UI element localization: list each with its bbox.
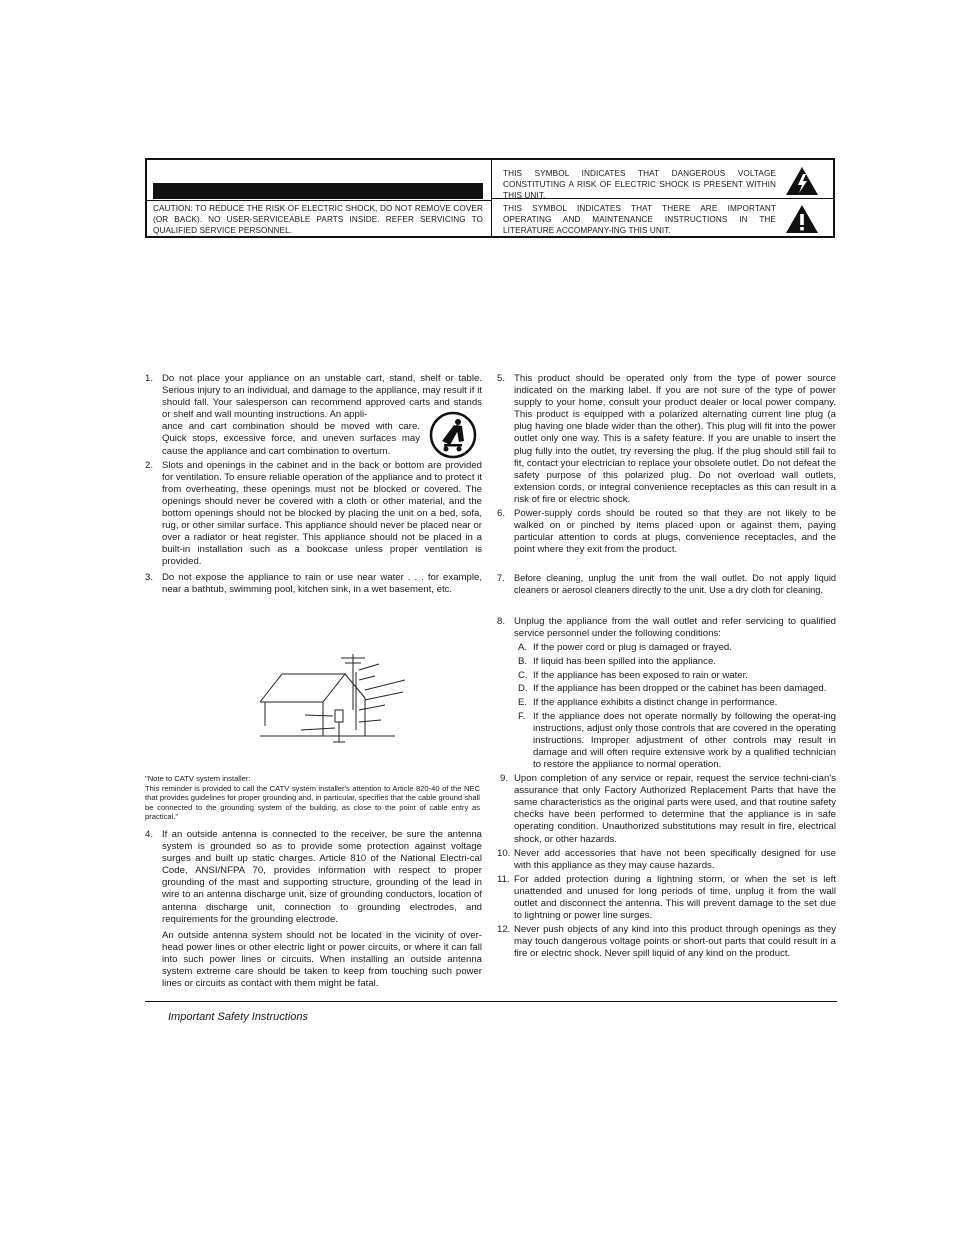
instruction-item-6: 6. Power-supply cords should be routed so that they are not likely to be walked on or pinched by items placed upon or against them, paying particular attention to cords at plugs, convenience receptacles, and the point where they exit from the product. [497,508,836,556]
warning-header-bar [153,183,483,199]
catv-note-body: This reminder is provided to call the CATV system installer's attention to Article 820-40 of the NEC that provides guidelines for proper grounding and, in particular, specifies that the cable ground shall be connected to the grounding system of the building, as close to the point of cable entry as practical." [145,783,480,821]
instruction-item-1-text-top: Do not place your appliance on an unstable cart, stand, shelf or table. Serious injury to an individual, and damage to the appliance, may result if it should fall. Your salesperson can recommend approved carts and stands or shelf and wall mounting instructions. An appli- [162,373,482,421]
instruction-item-4-para2: An outside antenna system should not be located in the vicinity of over-head power lines or other electric light or power circuits, or where it can fall into such power lines or circuits. When installing an outside antenna system extreme care should be taken to keep from touching such power lines or circuits as contact with them might be fatal. [162,929,482,990]
warning-box [145,158,835,238]
condition-d: D. If the appliance has been dropped or the cabinet has been damaged. [518,683,827,695]
instruction-item-10: 10. Never add accessories that have not been specifically designed for use with this appliance as they may cause hazards. [497,847,836,871]
footer-title: Important Safety Instructions [168,1011,309,1023]
instruction-item-5: 5. This product should be operated only from the type of power source indicated on the marking label. If you are not sure of the type of power supply to your home, consult your product dealer or local power company. This product is equipped with a polarized alternating current line plug (a plug having one blade wider than the other). This plug will fit into the power outlet only one way. This is a safety feature. If you are unable to insert the plug fully into the outlet, try reversing the plug. If the plug should still fail to fit, contact your electrician to replace your obsolete outlet. Do not defeat the safety purpose of this polarized plug. Do not overload wall outlets, extension cords, or integral convenience receptacles as this can result in a risk of fire or electric shock. [497,373,836,505]
condition-b: B. If liquid has been spilled into the appliance. [518,655,716,667]
instruction-item-4: 4. If an outside antenna is connected to the receiver, be sure the antenna system is grounded so as to provide some protection against voltage surges and built up static charges. Article 810 of the National Electri-cal Code, ANSI/NFPA 70, provides information with respect to proper grounding of the mast and supporting structure, grounding of the lead in wire to an antenna discharge unit, size of grounding conductors, location of antenna discharge unit, connection to grounding electrodes, and requirements for the grounding electrode. An outside antenna system should not be located in the vicinity of over-head power lines or other electric light or power circuits, or where it can fall into such power lines or circuits. When installing an outside antenna system extreme care should be taken to keep from touching such power lines or circuits as contact with them might be fatal. [145,829,482,990]
left-column [145,373,482,596]
instruction-item-1: 1. Do not place your appliance on an unstable cart, stand, shelf or table. Serious injury to an individual, and damage to the appliance, may result if it should fall. Your salesperson can recommend approved carts and stands or shelf and wall mounting instructions. An appli- ance and cart combination should be moved with care. Quick stops, excessive force, and uneven surfaces may cause the appliance and cart combination to overturn. [145,373,482,458]
right-column [497,373,836,556]
instruction-item-8: 8. Unplug the appliance from the wall outlet and refer servicing to qualified service personnel under the following conditions: [497,616,836,640]
catv-note-title: "Note to CATV system installer: [145,774,251,783]
item-8-conditions [497,642,836,771]
condition-c: C. If the appliance has been exposed to rain or water. [518,669,748,681]
instruction-item-7: 7. Before cleaning, unplug the unit from the wall outlet. Do not apply liquid cleaners or aerosol cleaners directly to the unit. Use a dry cloth for cleaning. [497,573,836,595]
instructions-symbol-text: THIS SYMBOL INDICATES THAT THERE ARE IMPORTANT OPERATING AND MAINTENANCE INSTRUCTIONS IN THE LITERATURE ACCOMPANY-ING THIS UNIT. [503,204,776,235]
instruction-item-1-text-wrap: ance and cart combination should be moved with care. Quick stops, excessive force, and uneven surfaces may cause the appliance and cart combination to overturn. [162,421,420,457]
condition-a: A. If the power cord or plug is damaged or frayed. [518,642,732,654]
footer-divider [145,1001,837,1002]
instruction-item-11: 11. For added protection during a lightning storm, or when the set is left unattended and unused for long periods of time, unplug it from the wall outlet and disconnect the antenna. This will prevent damage to the set due to lightning or power line surges. [497,873,836,922]
condition-f: F. If the appliance does not operate normally by following the operat-ing instructions, adjust only those controls that are covered in the operating instructions. Improper adjustment of other controls may result in damage and will often require extensive work by a qualified technician to restore the appliance to normal operation. [518,710,836,770]
caution-text: CAUTION: TO REDUCE THE RISK OF ELECTRIC SHOCK, DO NOT REMOVE COVER (OR BACK). NO USER-SERVICEABLE PARTS INSIDE. REFER SERVICING TO QUALIFIED SERVICE PERSONNEL. [153,204,483,235]
condition-e: E. If the appliance exhibits a distinct change in performance. [518,696,778,708]
exclamation-warning-icon [785,204,819,234]
instruction-item-3: 3. Do not expose the appliance to rain or use near water . . . for example, near a bathtub, swimming pool, kitchen sink, in a wet basement, etc. [145,571,482,595]
lightning-warning-icon [785,166,819,196]
instruction-item-2: 2. Slots and openings in the cabinet and in the back or bottom are provided for ventilation. To ensure reliable operation of the appliance and to protect it from overheating, these openings must not be blocked or covered. The openings should never be covered with a cloth or other material, and the bottom openings should not be blocked by placing the unit on a bed, sofa, rug, or other similar surface. This appliance should never be placed near or over a radiator or heat register. This appliance should not be placed in a built-in installation such as a bookcase unless proper ventilation is provided. [145,459,482,568]
instruction-item-9: 9. Upon completion of any service or repair, request the service techni-cian's assurance that only Factory Authorized Replacement Parts that have the same characteristics as the original parts were used, and that routine safety checks have been performed to determine that the appliance is in safe operating condition. Unauthorized substitutions may result in fire, electrical shock, or other hazards. [500,773,836,845]
cart-tipover-icon [428,411,478,459]
antenna-grounding-diagram [255,650,415,750]
catv-note [145,774,480,822]
instruction-items-8-12 [497,616,836,961]
instruction-item-12: 12. Never push objects of any kind into this product through openings as they may touch dangerous voltage points or short-out parts that could result in a fire or electric shock. Never spill liquid of any kind on the product. [497,924,836,960]
voltage-symbol-text: THIS SYMBOL INDICATES THAT DANGEROUS VOLTAGE CONSTITUTING A RISK OF ELECTRIC SHOCK IS PRESENT WITHIN THIS UNIT. [503,169,776,200]
